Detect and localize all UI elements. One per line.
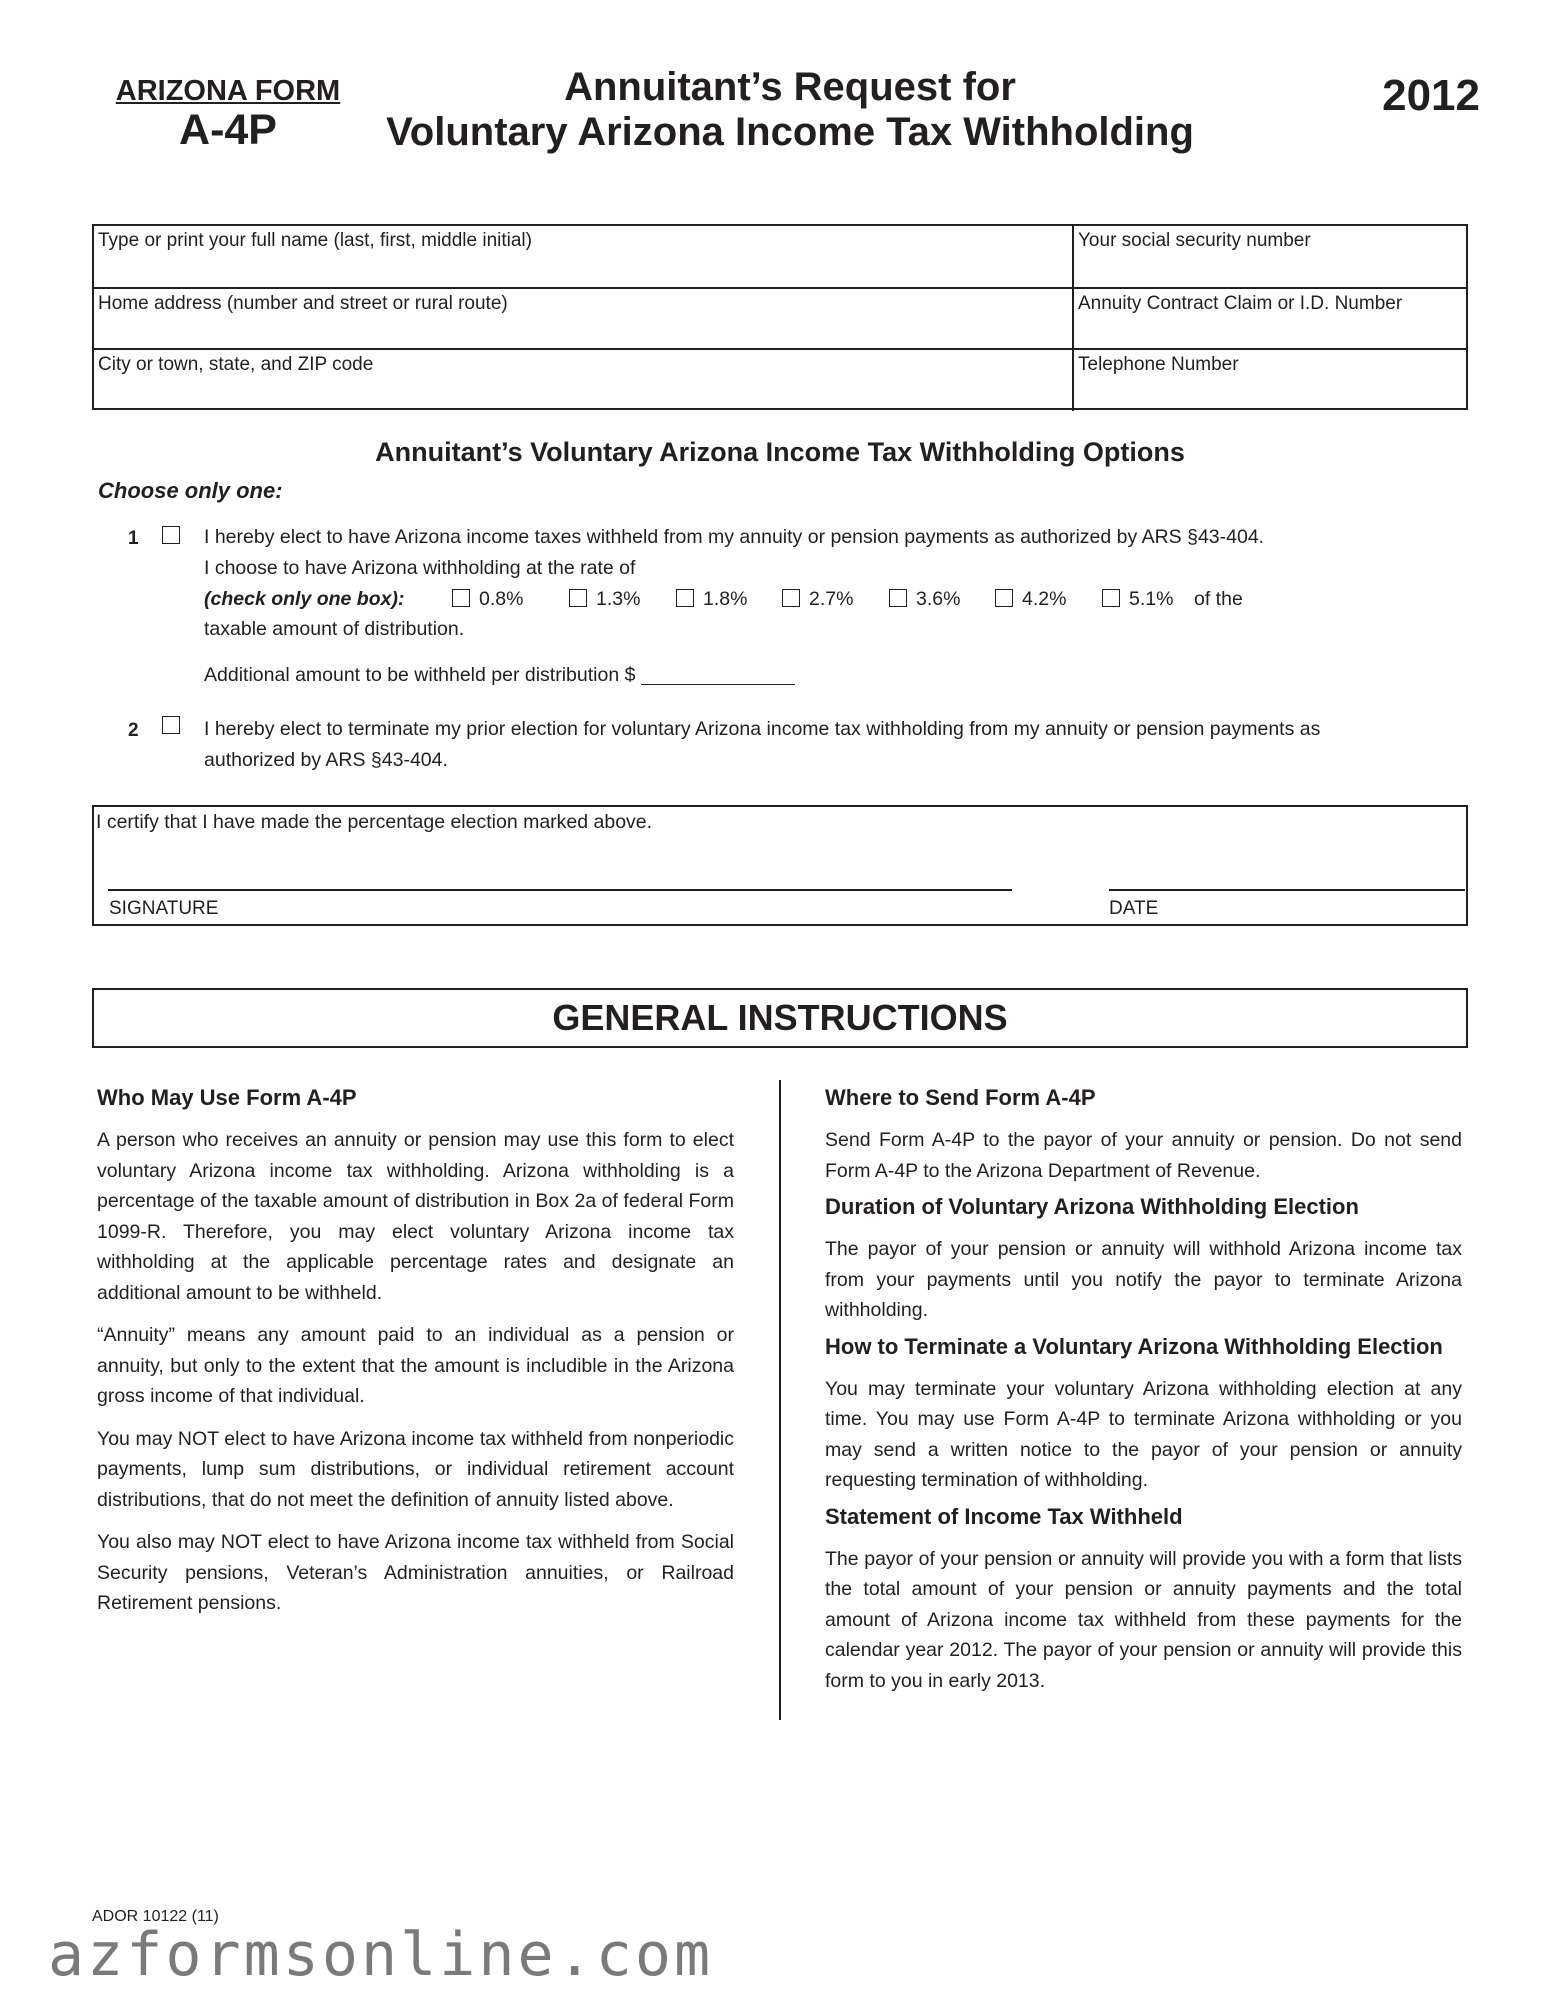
rate-option[interactable] [782,584,889,614]
option-1-checkbox[interactable] [162,526,180,544]
of-the-text: of the [1194,588,1243,610]
name-input[interactable] [98,254,1068,282]
taxable-amount-text: taxable amount of distribution. [204,618,465,640]
who-may-use-paragraph-2: “Annuity” means any amount paid to an individual as a pension or annuity, but only to the extent that the amount is includible in the Arizona gross income of that individual. [97,1324,734,1407]
rate-label: 1.8% [703,588,748,610]
rate-label: 4.2% [1022,588,1067,610]
signature-line[interactable] [108,889,1012,891]
instructions-left-column [97,1083,734,1619]
ssn-input[interactable] [1078,254,1462,282]
rate-option[interactable] [1102,584,1194,614]
certification-box [92,805,1468,926]
where-to-send-heading: Where to Send Form A-4P [825,1085,1096,1110]
rate-checkbox[interactable] [995,589,1013,607]
name-field-label: Type or print your full name (last, first, middle initial) [98,230,532,251]
rate-label: 2.7% [809,588,854,610]
personal-info-table [92,224,1468,410]
general-instructions-heading: GENERAL INSTRUCTIONS [92,988,1468,1048]
ssn-field-label: Your social security number [1078,230,1311,251]
phone-field-label: Telephone Number [1078,354,1239,375]
rate-option[interactable] [569,584,676,614]
instructions-right-column [825,1083,1462,1696]
rate-checkbox[interactable] [889,589,907,607]
signature-label: SIGNATURE [109,898,219,919]
rate-label: 3.6% [916,588,961,610]
rate-checkbox[interactable] [676,589,694,607]
info-row-address [94,287,1466,350]
rate-option[interactable] [676,584,782,614]
form-title-line2: Voluntary Arizona Income Tax Withholding [386,110,1194,154]
statement-paragraph: The payor of your pension or annuity will provide you with a form that lists the total amount of your pension or annuity payments and the total amount of Arizona income tax withheld from these payments for the calendar year 2012. The payor of your pension or annuity will provide this form to you in early 2013. [825,1547,1462,1692]
city-field-label: City or town, state, and ZIP code [98,354,374,375]
additional-amount-label: Additional amount to be withheld per distribution $ [204,664,636,686]
city-field [94,350,1072,411]
rate-checkbox[interactable] [782,589,800,607]
form-year: 2012 [1382,71,1480,120]
statement-heading: Statement of Income Tax Withheld [825,1503,1183,1529]
option-1-number: 1 [128,528,139,549]
address-field [94,289,1072,350]
option-2-checkbox[interactable] [162,716,180,734]
form-label: ARIZONA FORM [115,75,341,107]
rate-label: 0.8% [479,588,524,610]
where-to-send-paragraph: Send Form A-4P to the payor of your annuity or pension. Do not send Form A-4P to the Arizona Department of Revenue. [825,1129,1462,1182]
who-may-use-paragraph-4: You also may NOT elect to have Arizona income tax withheld from Social Security pensions, Veteran’s Administration annuities, or Railroad Retirement pensions. [97,1531,734,1614]
date-label: DATE [1109,898,1159,919]
additional-amount-input[interactable] [641,664,795,685]
option-1-text: I hereby elect to have Arizona income taxes withheld from my annuity or pension payments as authorized by ARS §43-404. [204,526,1265,548]
info-row-city [94,348,1466,411]
duration-paragraph: The payor of your pension or annuity will withhold Arizona income tax from your payments until you notify the payor to terminate Arizona withholding. [825,1238,1462,1321]
date-line[interactable] [1109,889,1465,891]
option-2-number: 2 [128,720,139,741]
contract-number-label: Annuity Contract Claim or I.D. Number [1078,293,1403,314]
rate-label: 1.3% [596,588,641,610]
column-divider [779,1080,781,1720]
duration-heading: Duration of Voluntary Arizona Withholding Election [825,1194,1359,1219]
rate-options [204,584,1243,614]
form-code: ADOR 10122 (11) [92,1908,219,1925]
address-input[interactable] [98,317,1068,345]
rate-checkbox[interactable] [452,589,470,607]
additional-amount-row [204,660,795,690]
rate-option[interactable] [995,584,1102,614]
terminate-heading: How to Terminate a Voluntary Arizona Withholding Election [825,1333,1443,1359]
phone-field [1072,350,1466,411]
rate-option[interactable] [452,584,569,614]
option-2-text-cont: authorized by ARS §43-404. [204,749,448,771]
info-row-name [94,226,1466,287]
options-title: Annuitant’s Voluntary Arizona Income Tax Withholding Options [375,437,1185,467]
check-only-one-label: (check only one box): [204,588,405,610]
ssn-field [1072,226,1466,287]
form-number: A-4P [179,106,277,154]
address-field-label: Home address (number and street or rural route) [98,293,508,314]
who-may-use-heading: Who May Use Form A-4P [97,1085,357,1110]
rate-checkbox[interactable] [1102,589,1120,607]
terminate-paragraph: You may terminate your voluntary Arizona withholding election at any time. You may use Form A-4P to terminate Arizona withholding or you may send a written notice to the payor of your pension or annuity requesting termination of withholding. [825,1377,1462,1491]
phone-input[interactable] [1078,378,1462,406]
rate-checkbox[interactable] [569,589,587,607]
option-2-text: I hereby elect to terminate my prior election for voluntary Arizona income tax withholding from my annuity or pension payments as [204,718,1321,740]
contract-number-input[interactable] [1078,317,1462,345]
name-field [94,226,1072,287]
rate-option[interactable] [889,584,995,614]
rate-label: 5.1% [1129,588,1174,610]
form-title-line1: Annuitant’s Request for [564,65,1016,109]
contract-number-field [1072,289,1466,350]
certify-text: I certify that I have made the percentage election marked above. [96,811,653,833]
option-1-rate-intro: I choose to have Arizona withholding at the rate of [204,557,636,579]
who-may-use-paragraph-1: A person who receives an annuity or pension may use this form to elect voluntary Arizona income tax withholding. Arizona withholding is a percentage of the taxable amount of distribution in Box 2a of federal Form 1099-R. Therefore, you may elect voluntary Arizona income tax withholding at the applicable percentage rates and designate an additional amount to be withheld. [97,1129,734,1304]
who-may-use-paragraph-3: You may NOT elect to have Arizona income tax withheld from nonperiodic payments, lump sum distributions, or individual retirement account distributions, that do not meet the definition of annuity listed above. [97,1427,734,1511]
city-input[interactable] [98,378,1068,406]
watermark: azformsonline.com [48,1920,714,1990]
choose-only-one: Choose only one: [98,478,283,503]
